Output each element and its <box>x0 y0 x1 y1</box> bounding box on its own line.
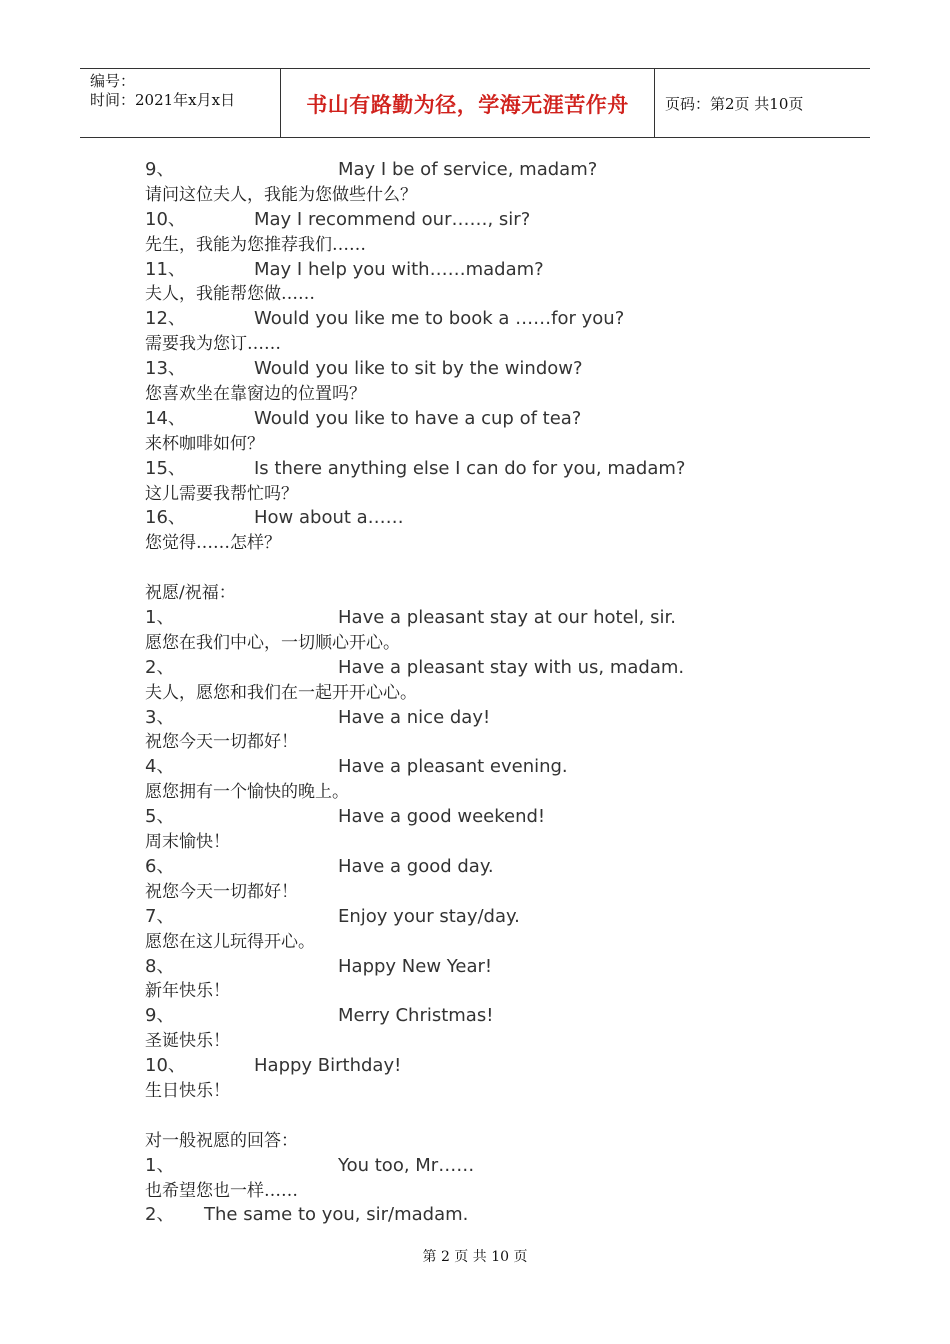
phrase-text: May I help you with……madam? <box>254 258 544 280</box>
item-number: 3、 <box>145 706 175 728</box>
chinese-line: 愿您在我们中心，一切顺心开心。 <box>145 632 400 653</box>
english-phrase <box>145 457 845 482</box>
document-body <box>145 158 845 1228</box>
item-number: 16、 <box>145 507 186 529</box>
english-phrase <box>145 1154 845 1179</box>
phrase-text: Have a pleasant stay with us, madam. <box>338 656 685 678</box>
chinese-line: 周末愉快！ <box>145 832 230 853</box>
chinese-line: 祝愿/祝福： <box>145 583 236 604</box>
english-phrase <box>145 855 845 880</box>
item-number: 11、 <box>145 258 186 280</box>
chinese-line: 先生，我能为您推荐我们…… <box>145 234 366 255</box>
item-number: 15、 <box>145 457 186 479</box>
english-phrase <box>145 506 845 531</box>
phrase-text: Would you like me to book a ……for you? <box>254 308 625 330</box>
phrase-text: Happy Birthday! <box>254 1055 402 1077</box>
chinese-line: 也希望您也一样…… <box>145 1180 298 1201</box>
english-phrase <box>145 208 845 233</box>
header-meta <box>80 69 281 137</box>
english-phrase <box>145 1054 845 1079</box>
english-phrase <box>145 357 845 382</box>
english-phrase <box>145 955 845 980</box>
english-phrase <box>145 407 845 432</box>
item-number: 10、 <box>145 208 186 230</box>
blank-line <box>145 556 845 581</box>
phrase-text: Have a pleasant evening. <box>338 756 568 778</box>
chinese-line: 来杯咖啡如何？ <box>145 433 264 454</box>
item-number: 8、 <box>145 955 175 977</box>
document-header <box>80 68 870 138</box>
item-number: 2、 <box>145 1204 175 1226</box>
phrase-text: Have a nice day! <box>338 706 491 728</box>
phrase-text: May I recommend our……, sir? <box>254 208 531 230</box>
chinese-line: 夫人，我能帮您做…… <box>145 284 315 305</box>
item-number: 5、 <box>145 806 175 828</box>
item-number: 4、 <box>145 756 175 778</box>
chinese-line: 新年快乐！ <box>145 981 230 1002</box>
item-number: 6、 <box>145 855 175 877</box>
phrase-text: Have a good weekend! <box>338 806 546 828</box>
phrase-text: Is there anything else I can do for you, madam? <box>254 457 686 479</box>
chinese-line: 圣诞快乐！ <box>145 1031 230 1052</box>
english-phrase <box>145 1004 845 1029</box>
chinese-line: 您喜欢坐在靠窗边的位置吗？ <box>145 384 366 405</box>
english-phrase <box>145 905 845 930</box>
phrase-text: Merry Christmas! <box>338 1005 494 1027</box>
item-number: 13、 <box>145 358 186 380</box>
number-label: 编号： <box>90 72 136 90</box>
english-phrase <box>145 158 845 183</box>
item-number: 2、 <box>145 656 175 678</box>
phrase-text: The same to you, sir/madam. <box>204 1204 469 1226</box>
chinese-line: 祝您今天一切都好！ <box>145 732 298 753</box>
chinese-line: 愿您在这儿玩得开心。 <box>145 931 315 952</box>
chinese-line: 夫人，愿您和我们在一起开开心心。 <box>145 682 417 703</box>
chinese-line: 您觉得……怎样？ <box>145 533 281 554</box>
header-page-label: 页码：第2页 共10页 <box>665 94 804 113</box>
english-phrase <box>145 1203 845 1228</box>
item-number: 14、 <box>145 407 186 429</box>
page-footer: 第 2 页 共 10 页 <box>422 1249 528 1265</box>
phrase-text: Have a pleasant stay at our hotel, sir. <box>338 607 676 629</box>
item-number: 1、 <box>145 1154 175 1176</box>
chinese-line: 请问这位夫人，我能为您做些什么？ <box>145 184 417 205</box>
phrase-text: Happy New Year! <box>338 955 493 977</box>
english-phrase <box>145 706 845 731</box>
item-number: 1、 <box>145 607 175 629</box>
english-phrase <box>145 755 845 780</box>
phrase-text: You too, Mr…… <box>338 1154 475 1176</box>
english-phrase <box>145 307 845 332</box>
item-number: 12、 <box>145 308 186 330</box>
phrase-text: Would you like to sit by the window? <box>254 358 583 380</box>
chinese-line: 愿您拥有一个愉快的晚上。 <box>145 782 349 803</box>
phrase-text: May I be of service, madam? <box>338 159 598 180</box>
english-phrase <box>145 606 845 631</box>
phrase-text: How about a…… <box>254 507 404 529</box>
english-phrase <box>145 258 845 283</box>
item-number: 7、 <box>145 905 175 927</box>
chinese-line: 祝您今天一切都好！ <box>145 881 298 902</box>
date-label: 时间：2021年x月x日 <box>90 91 236 109</box>
header-motto: 书山有路勤为径，学海无涯苦作舟 <box>281 69 655 137</box>
phrase-text: Have a good day. <box>338 855 494 877</box>
phrase-text: Enjoy your stay/day. <box>338 905 520 927</box>
item-number: 9、 <box>145 1005 175 1027</box>
blank-line <box>145 1104 845 1129</box>
chinese-line: 生日快乐！ <box>145 1080 230 1101</box>
phrase-text: Would you like to have a cup of tea? <box>254 407 582 429</box>
english-phrase <box>145 656 845 681</box>
english-phrase <box>145 805 845 830</box>
chinese-line: 需要我为您订…… <box>145 334 281 355</box>
chinese-line: 这儿需要我帮忙吗？ <box>145 483 298 504</box>
item-number: 9、 <box>145 159 175 180</box>
chinese-line: 对一般祝愿的回答： <box>145 1130 298 1151</box>
item-number: 10、 <box>145 1055 186 1077</box>
